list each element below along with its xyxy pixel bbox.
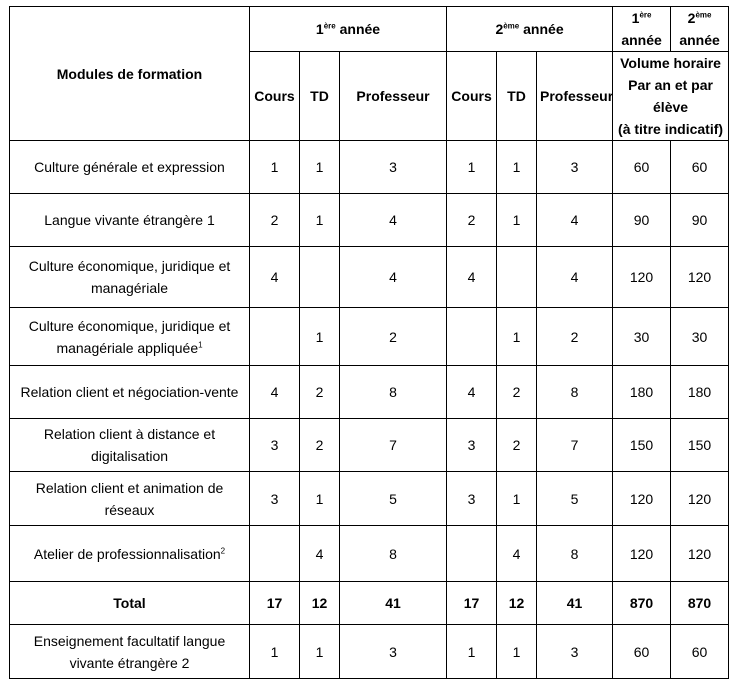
module-value-cell <box>300 247 340 308</box>
module-value-cell: 1 <box>300 194 340 247</box>
total-cell: 870 <box>671 582 729 625</box>
optional-cell: 60 <box>671 625 729 679</box>
module-value-cell: 1 <box>497 472 537 526</box>
total-cell: 12 <box>300 582 340 625</box>
module-value-cell: 180 <box>671 366 729 419</box>
module-value-cell: 2 <box>250 194 300 247</box>
module-value-cell: 4 <box>537 194 613 247</box>
module-value-cell: 5 <box>340 472 447 526</box>
module-label: Relation client et animation de réseaux <box>10 472 250 526</box>
module-value-cell: 2 <box>340 308 447 366</box>
module-value-cell: 1 <box>300 308 340 366</box>
total-label: Total <box>10 582 250 625</box>
optional-cell: 1 <box>497 625 537 679</box>
optional-cell: 1 <box>300 625 340 679</box>
module-value-cell: 60 <box>671 141 729 194</box>
optional-row <box>10 625 729 679</box>
module-row <box>10 194 729 247</box>
total-cell: 870 <box>613 582 671 625</box>
module-value-cell: 30 <box>671 308 729 366</box>
total-cell: 12 <box>497 582 537 625</box>
module-row <box>10 308 729 366</box>
module-value-cell: 1 <box>300 472 340 526</box>
module-value-cell: 8 <box>537 366 613 419</box>
module-value-cell: 8 <box>537 526 613 582</box>
module-label: Culture économique, juridique et managériale <box>10 247 250 308</box>
modules-header: Modules de formation <box>10 7 250 141</box>
module-value-cell: 150 <box>613 419 671 472</box>
module-value-cell: 3 <box>537 141 613 194</box>
sub-header-td: TD <box>497 52 537 141</box>
optional-cell: 60 <box>613 625 671 679</box>
volume-horaire-header: Volume horaire Par an et par élève (à titre indicatif) <box>613 52 729 141</box>
total-cell: 41 <box>537 582 613 625</box>
sub-header-cours: Cours <box>447 52 497 141</box>
module-label: Langue vivante étrangère 1 <box>10 194 250 247</box>
module-row <box>10 526 729 582</box>
module-value-cell <box>447 308 497 366</box>
module-value-cell: 2 <box>497 366 537 419</box>
optional-cell: 1 <box>447 625 497 679</box>
module-value-cell: 4 <box>497 526 537 582</box>
year2-header: 2ème année <box>447 7 613 52</box>
total-cell: 17 <box>250 582 300 625</box>
module-label: Relation client et négociation-vente <box>10 366 250 419</box>
module-value-cell: 4 <box>300 526 340 582</box>
module-value-cell <box>447 526 497 582</box>
module-value-cell: 1 <box>497 308 537 366</box>
module-value-cell: 4 <box>447 366 497 419</box>
module-value-cell: 3 <box>250 472 300 526</box>
year1-column-header: 1ère année <box>613 7 671 52</box>
module-value-cell <box>250 526 300 582</box>
module-value-cell: 120 <box>671 247 729 308</box>
module-value-cell: 3 <box>447 419 497 472</box>
module-value-cell: 1 <box>250 141 300 194</box>
module-value-cell: 4 <box>340 194 447 247</box>
module-row <box>10 366 729 419</box>
module-value-cell: 2 <box>537 308 613 366</box>
year1-header: 1ère année <box>250 7 447 52</box>
module-value-cell: 90 <box>613 194 671 247</box>
module-value-cell: 2 <box>300 366 340 419</box>
module-value-cell: 3 <box>447 472 497 526</box>
optional-cell: 3 <box>340 625 447 679</box>
module-value-cell: 90 <box>671 194 729 247</box>
module-value-cell: 4 <box>447 247 497 308</box>
module-value-cell: 120 <box>671 526 729 582</box>
module-value-cell: 5 <box>537 472 613 526</box>
module-value-cell: 4 <box>340 247 447 308</box>
module-value-cell: 4 <box>250 366 300 419</box>
module-value-cell: 8 <box>340 526 447 582</box>
module-label: Culture générale et expression <box>10 141 250 194</box>
module-value-cell: 120 <box>613 472 671 526</box>
sub-header-professeur: Professeur <box>340 52 447 141</box>
module-row <box>10 141 729 194</box>
year2-column-header: 2ème année <box>671 7 729 52</box>
module-value-cell <box>250 308 300 366</box>
module-row <box>10 247 729 308</box>
module-label: Culture économique, juridique et managériale appliquée$^1$ <box>10 308 250 366</box>
module-value-cell: 2 <box>497 419 537 472</box>
module-value-cell: 1 <box>497 194 537 247</box>
module-row <box>10 419 729 472</box>
module-value-cell: 2 <box>447 194 497 247</box>
module-value-cell: 1 <box>497 141 537 194</box>
module-value-cell: 8 <box>340 366 447 419</box>
module-value-cell: 1 <box>300 141 340 194</box>
optional-cell: 3 <box>537 625 613 679</box>
header-row-years <box>10 7 729 52</box>
module-value-cell: 120 <box>613 526 671 582</box>
module-label: Atelier de professionnalisation$^2$ <box>10 526 250 582</box>
module-value-cell: 4 <box>537 247 613 308</box>
module-value-cell: 7 <box>340 419 447 472</box>
module-value-cell: 150 <box>671 419 729 472</box>
module-value-cell: 3 <box>250 419 300 472</box>
module-value-cell: 1 <box>447 141 497 194</box>
module-value-cell: 120 <box>671 472 729 526</box>
module-value-cell: 3 <box>340 141 447 194</box>
module-label: Relation client à distance et digitalisation <box>10 419 250 472</box>
module-value-cell: 7 <box>537 419 613 472</box>
module-row <box>10 472 729 526</box>
module-value-cell <box>497 247 537 308</box>
module-value-cell: 180 <box>613 366 671 419</box>
total-cell: 41 <box>340 582 447 625</box>
total-row <box>10 582 729 625</box>
sub-header-cours: Cours <box>250 52 300 141</box>
module-value-cell: 2 <box>300 419 340 472</box>
optional-cell: 1 <box>250 625 300 679</box>
training-hours-table <box>9 6 729 679</box>
module-value-cell: 4 <box>250 247 300 308</box>
sub-header-professeur: Professeur <box>537 52 613 141</box>
sub-header-td: TD <box>300 52 340 141</box>
module-value-cell: 30 <box>613 308 671 366</box>
module-value-cell: 120 <box>613 247 671 308</box>
total-cell: 17 <box>447 582 497 625</box>
module-value-cell: 60 <box>613 141 671 194</box>
optional-label: Enseignement facultatif langue vivante étrangère 2 <box>10 625 250 679</box>
